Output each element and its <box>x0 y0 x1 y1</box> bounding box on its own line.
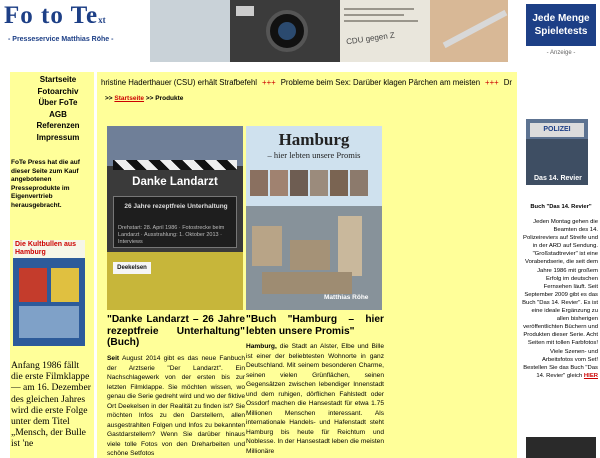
news-ticker <box>101 78 512 87</box>
portrait-photo <box>250 170 268 196</box>
product-description-hamburg-promis: Hamburg, die Stadt an Alster, Elbe und Bille ist einer der beliebtesten Wohnorte in ganz Deutschland. Mit seinem besonderen Charme, seinen vielen Grünflächen, seinen Gegensätzen zwischen lebendiger Innenstadt und dem ruhigen, dörflichen Fahlstedt oder Ossdorf machen die Hansestadt für etwa 1.75 Millionen Menschen interessant. Als internationale Handels- und Hafenstadt steht Hamburg bis heute für Reichtum und Noblesse. In der Hansestadt leben die meisten Millionäre <box>246 343 384 455</box>
cover-dates: Drehstart: 28. April 1986 · Fotostrecke beim Landarzt · Ausstrahlung: 1. Oktober 2013 · Interviews <box>118 225 225 245</box>
revier-order-link[interactable]: HIER <box>583 372 598 379</box>
camera-flash <box>236 6 254 16</box>
camera-lens-glass <box>278 22 296 40</box>
portrait-photo <box>290 170 308 196</box>
nav-agb[interactable]: AGB <box>49 109 67 119</box>
nav-ueber-fote[interactable]: Über FoTe <box>38 98 78 107</box>
cover-title: Danke Landarzt <box>132 176 218 188</box>
nav-referenzen[interactable]: Referenzen <box>36 121 80 130</box>
left-sidebar <box>10 72 94 458</box>
cover-subtitle: – hier lebten unsere Promis <box>267 150 361 160</box>
cover-subtitle: 26 Jahre rezeptfreie Unterhaltung <box>124 203 228 210</box>
main-nav <box>24 74 92 143</box>
product-cover-danke-landarzt[interactable] <box>107 126 243 310</box>
revier-cover-title: Das 14. Revier <box>534 175 582 182</box>
banner-newspaper-text: CDU gegen Z <box>345 30 396 47</box>
logo-subtitle: - Presseservice Matthias Röhe - <box>8 36 114 43</box>
pen-icon <box>443 10 508 48</box>
film-clapper-icon <box>113 160 237 170</box>
kultbullen-title: Die Kultbullen aus Hamburg <box>13 240 85 258</box>
main-content <box>97 72 517 458</box>
portrait-photo <box>270 170 288 196</box>
banner-hand-pen-photo <box>430 0 508 62</box>
cover-author: Matthias Röhe <box>324 294 369 301</box>
banner-newspaper-photo <box>340 0 430 62</box>
portrait-photo <box>310 170 328 196</box>
ticker-item[interactable]: Probleme beim Sex: Darüber klagen Pärchen am meisten <box>280 78 481 87</box>
product-description-danke-landarzt: Seit August 2014 gibt es das neue Fanbuch der Arztserie "Der Landarzt". Ein Nachschlagewerk von der ersten bis zur letzten Filmklappe. Sie möchten wissen, wo genau die Serie gedreht wird und wo der fiktive Ort Deekelsen in der Realität zu finden ist? Sie möchten Infos zu den Darstellern, allen ausgestrahlten Folgen und Infos zu bekannten Gastdarstellern? Wenn Sie darüber hinaus viele tolle Fotos von den Dreharbeiten und schöne Setfotos <box>107 355 245 457</box>
fotopress-info: FoTe Press hat die auf dieser Seite zum Kauf angebotenen Presseprodukte im Eigenvertrieb herausgebracht. <box>11 159 80 209</box>
ticker-separator: +++ <box>485 78 499 87</box>
product-cover-hamburg-promis[interactable] <box>246 126 382 310</box>
nav-impressum[interactable]: Impressum <box>36 132 80 142</box>
breadcrumb-current: Produkte <box>155 95 184 102</box>
cover-town-sign: Deekelsen <box>113 262 151 274</box>
breadcrumb: >> Startseite >> Produkte <box>105 95 184 102</box>
cover-title: Hamburg <box>278 130 350 149</box>
right-sidebar <box>522 117 600 458</box>
revier-cover-label: POLIZEI <box>530 123 584 137</box>
site-logo[interactable] <box>0 0 150 46</box>
ad-label: - Anzeige - <box>546 50 576 56</box>
header-banner <box>150 0 508 62</box>
ticker-item[interactable]: hristine Haderthauer (CSU) erhält Strafbefehl <box>101 78 258 87</box>
revier-description: Jeden Montag gehen die Beamten des 14. Polizeireviers auf Streife und in der ARD auf Sendung. "Großstadtrevier" ist eine Vorabendserie, die seit dem Jahre 1986 mit großem Erfolg im deutschen Fernsehen läuft. Seit September 2009 gibt es das Buch "Das 14. Revier". Es ist eine ideale Ergänzung zu allen bisherigen veröffentlichten Büchern und Produkten dieser Serie. Acht Seiten mit tollen Farbfotos! Viele Szenen- und Arbeitsfotos vom Set! Bestellen Sie das Buch "Das 14. Revier" gleich HIER <box>522 219 598 379</box>
logo-suffix: xt <box>98 15 106 25</box>
kultbullen-teaser-text: Anfang 1986 fällt die erste Filmklappe — am 16. Dezember des gleichen Jahres wird die erste Folge unter dem Titel „Mensch, der Bulle ist 'ne <box>11 360 91 450</box>
cover-portraits <box>250 170 378 200</box>
banner-paper-photo <box>150 0 230 62</box>
breadcrumb-startseite[interactable]: Startseite <box>114 95 145 102</box>
nav-startseite[interactable]: Startseite <box>39 75 77 84</box>
ad-spieletests-banner[interactable]: Jede Menge Spieletests <box>526 4 596 46</box>
nav-fotoarchiv[interactable]: Fotoarchiv <box>37 86 79 96</box>
ad-bottom-banner[interactable] <box>526 437 596 458</box>
product-title-hamburg-promis[interactable]: "Buch "Hamburg – hier lebten unsere Promis" <box>246 314 384 337</box>
portrait-photo <box>330 170 348 196</box>
ticker-separator: +++ <box>262 78 276 87</box>
portrait-photo <box>350 170 368 196</box>
banner-camera-photo <box>230 0 340 62</box>
product-title-danke-landarzt[interactable]: "Danke Landarzt – 26 Jahre rezeptfreie Unterhaltung" (Buch) <box>107 314 245 349</box>
logo-text: Fo to Te <box>4 2 99 29</box>
cover-field-photo <box>107 252 243 310</box>
revier-book-cover[interactable] <box>526 119 588 185</box>
revier-caption: Buch "Das 14. Revier" <box>530 204 592 210</box>
kultbullen-book-cover[interactable] <box>13 240 85 346</box>
ticker-item[interactable]: Dr <box>503 78 512 87</box>
